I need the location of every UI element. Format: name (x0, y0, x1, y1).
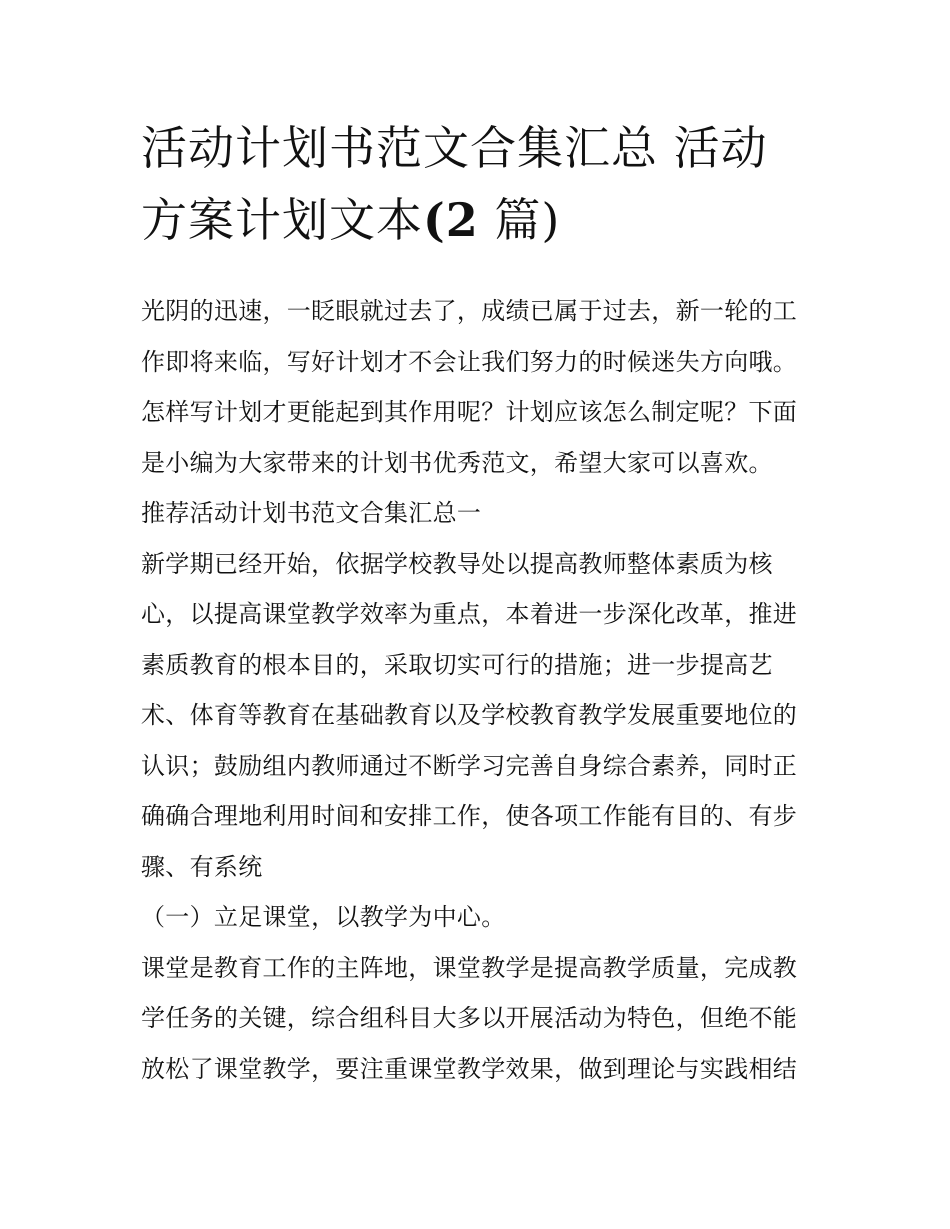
document-body (141, 286, 811, 1094)
paragraph-overview: 新学期已经开始，依据学校教导处以提高教师整体素质为核心，以提高课堂教学效率为重点，本着进一步深化改革，推进素质教育的根本目的，采取切实可行的措施；进一步提高艺术、体育等教育在基础教育以及学校教育教学发展重要地位的认识；鼓励组内教师通过不断学习完善自身综合素养，同时正确确合理地利用时间和安排工作，使各项工作能有目的、有步骤、有系统 (141, 549, 798, 881)
title-count: (2 (423, 193, 479, 247)
paragraph-classroom: 课堂是教育工作的主阵地，课堂教学是提高教学质量，完成教学任务的关键，综合组科目大多以开展活动为特色，但绝不能放松了课堂教学，要注重课堂教学效果，做到理论与实践相结 (141, 953, 798, 1083)
section-heading: 推荐活动计划书范文合集汇总一 (141, 499, 482, 527)
document-title (141, 112, 811, 256)
subsection-heading: （一）立足课堂，以教学为中心。 (141, 903, 506, 931)
document-page (141, 112, 811, 1094)
title-text: 活动计划书范文合集汇总 活动方案计划文本 (141, 121, 768, 247)
paragraph-intro: 光阴的迅速，一眨眼就过去了，成绩已属于过去，新一轮的工作即将来临，写好计划才不会让我们努力的时候迷失方向哦。怎样写计划才更能起到其作用呢？计划应该怎么制定呢？下面是小编为大家带来的计划书优秀范文，希望大家可以喜欢。 (141, 297, 798, 477)
title-suffix: 篇) (478, 193, 561, 247)
